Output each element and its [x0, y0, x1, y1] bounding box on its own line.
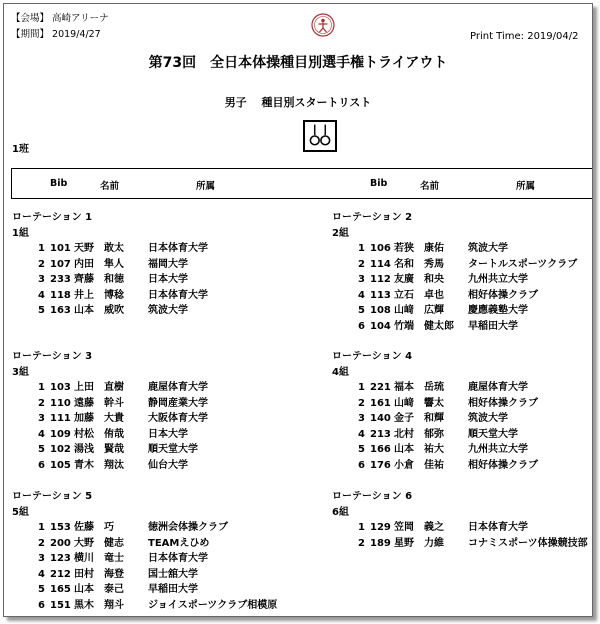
page-title: 第73回 全日本体操種目別選手権トライアウト — [148, 55, 448, 71]
start-list-sheet — [3, 3, 593, 617]
bib-number: 212 — [50, 568, 71, 580]
athlete-affiliation: 静岡産業大学 — [148, 397, 208, 409]
athlete-row — [12, 288, 302, 304]
order-number: 6 — [38, 599, 45, 611]
bib-number: 213 — [370, 428, 391, 440]
bib-number: 105 — [50, 459, 71, 471]
athlete-affiliation: 順天堂大学 — [148, 444, 198, 456]
header-affiliation-right: 所属 — [516, 181, 536, 192]
order-number: 6 — [358, 320, 365, 332]
rotation-group: 6組 — [332, 507, 349, 518]
athlete-name: 青木 翔汰 — [74, 459, 124, 471]
rotation-title: ローテーション 1 — [12, 212, 93, 223]
order-number: 3 — [38, 274, 45, 286]
order-number: 6 — [38, 459, 45, 471]
order-number: 2 — [38, 537, 45, 549]
athlete-row — [332, 536, 593, 552]
athlete-affiliation: 日本大学 — [148, 274, 188, 286]
athlete-row — [332, 380, 593, 396]
rotation-2 — [332, 209, 593, 335]
order-number: 5 — [38, 305, 45, 317]
rotation-5 — [12, 488, 302, 614]
order-number: 3 — [358, 413, 365, 425]
bib-number: 113 — [370, 289, 391, 301]
order-number: 5 — [358, 305, 365, 317]
athlete-name: 田村 海登 — [74, 568, 124, 580]
bib-number: 107 — [50, 258, 71, 270]
bib-number: 104 — [370, 320, 391, 332]
athlete-name: 小倉 佳祐 — [394, 459, 444, 471]
order-number: 2 — [38, 258, 45, 270]
athlete-row — [12, 536, 302, 552]
athlete-affiliation: 仙台大学 — [148, 459, 188, 471]
athlete-affiliation: 徳洲会体操クラブ — [148, 522, 228, 533]
period-label: 【期間】 2019/4/27 — [11, 29, 101, 40]
order-number: 3 — [38, 413, 45, 425]
athlete-name: 竹端 健太郎 — [394, 320, 454, 332]
header-bib-right: Bib — [370, 178, 388, 189]
athlete-row — [12, 272, 302, 288]
athlete-name: 遠藤 幹斗 — [74, 397, 124, 409]
athlete-affiliation: 日本大学 — [148, 428, 188, 440]
athlete-name: 名和 秀馬 — [394, 258, 444, 270]
athlete-name: 齊藤 和徳 — [74, 274, 124, 286]
athlete-row — [12, 411, 302, 427]
athlete-affiliation: 早稲田大学 — [468, 320, 518, 332]
bib-number: 112 — [370, 274, 391, 286]
athlete-name: 山﨑 広輝 — [394, 305, 444, 317]
athlete-name: 福本 岳琉 — [394, 382, 444, 393]
athlete-row — [332, 427, 593, 443]
athlete-row — [332, 396, 593, 412]
bib-number: 103 — [50, 382, 71, 393]
athlete-affiliation: 福岡大学 — [148, 258, 188, 270]
bib-number: 161 — [370, 397, 391, 409]
athlete-name: 井上 博稔 — [74, 289, 124, 301]
athlete-row — [12, 427, 302, 443]
rotation-title: ローテーション 5 — [12, 491, 93, 502]
athlete-affiliation: 日本体育大学 — [148, 243, 208, 254]
bib-number: 166 — [370, 444, 391, 456]
athlete-row — [332, 257, 593, 273]
order-number: 1 — [38, 243, 45, 254]
athlete-row — [12, 458, 302, 474]
athlete-row — [332, 442, 593, 458]
rotation-title: ローテーション 4 — [332, 351, 413, 362]
athlete-affiliation: 国士舘大学 — [148, 568, 198, 580]
order-number: 5 — [358, 444, 365, 456]
athlete-affiliation: 筑波大学 — [468, 413, 508, 425]
order-number: 4 — [358, 289, 365, 301]
athlete-affiliation: 日本体育大学 — [148, 553, 208, 565]
athlete-affiliation: TEAMえひめ — [148, 537, 210, 549]
athlete-name: 大野 健志 — [74, 537, 124, 549]
rotation-6 — [332, 488, 593, 551]
rotation-group: 2組 — [332, 228, 349, 239]
athlete-row — [332, 458, 593, 474]
order-number: 5 — [38, 584, 45, 596]
athlete-name: 若狭 康佑 — [394, 243, 444, 254]
athlete-affiliation: 相好体操クラブ — [468, 459, 538, 471]
order-number: 4 — [38, 428, 45, 440]
header-name-right: 名前 — [420, 181, 440, 192]
athlete-affiliation: コナミスポーツ体操競技部 — [468, 537, 588, 549]
athlete-row — [12, 567, 302, 583]
rotation-group: 4組 — [332, 367, 349, 378]
athlete-name: 黒木 翔斗 — [74, 599, 124, 611]
order-number: 5 — [38, 444, 45, 456]
athlete-row — [332, 288, 593, 304]
header-affiliation-left: 所属 — [196, 181, 216, 192]
athlete-affiliation: 日本体育大学 — [148, 289, 208, 301]
athlete-name: 山本 威吹 — [74, 305, 124, 317]
rotation-title: ローテーション 2 — [332, 212, 413, 223]
athlete-row — [332, 272, 593, 288]
athlete-name: 加藤 大貴 — [74, 413, 124, 425]
bib-number: 111 — [50, 413, 71, 425]
order-number: 2 — [38, 397, 45, 409]
athlete-name: 湯浅 賢哉 — [74, 444, 124, 456]
athlete-row — [12, 257, 302, 273]
order-number: 1 — [38, 522, 45, 533]
athlete-row — [332, 303, 593, 319]
athlete-affiliation: 慶應義塾大学 — [468, 305, 528, 317]
bib-number: 151 — [50, 599, 71, 611]
athlete-name: 山本 祐大 — [394, 444, 444, 456]
order-number: 1 — [358, 243, 365, 254]
athlete-row — [332, 319, 593, 335]
athlete-row — [12, 551, 302, 567]
bib-number: 102 — [50, 444, 71, 456]
athlete-row — [332, 241, 593, 257]
bib-number: 200 — [50, 537, 71, 549]
athlete-row — [12, 396, 302, 412]
bib-number: 221 — [370, 382, 391, 393]
bib-number: 110 — [50, 397, 71, 409]
athlete-affiliation: タートルスポーツクラブ — [468, 258, 578, 270]
order-number: 4 — [38, 568, 45, 580]
bib-number: 233 — [50, 274, 71, 286]
athlete-row — [332, 411, 593, 427]
bib-number: 109 — [50, 428, 71, 440]
order-number: 1 — [358, 522, 365, 533]
athlete-affiliation: 順天堂大学 — [468, 428, 518, 440]
athlete-affiliation: 大阪体育大学 — [148, 413, 208, 425]
athlete-row — [12, 582, 302, 598]
rotation-1 — [12, 209, 302, 319]
athlete-name: 山本 泰己 — [74, 584, 124, 596]
bib-number: 129 — [370, 522, 391, 533]
order-number: 1 — [38, 382, 45, 393]
rotation-group: 3組 — [12, 367, 29, 378]
athlete-affiliation: 筑波大学 — [148, 305, 188, 317]
print-time: Print Time: 2019/04/2 — [470, 31, 579, 42]
bib-number: 140 — [370, 413, 391, 425]
bib-number: 114 — [370, 258, 391, 270]
order-number: 3 — [358, 274, 365, 286]
athlete-name: 村松 侑哉 — [74, 428, 124, 440]
rotation-group: 5組 — [12, 507, 29, 518]
athlete-affiliation: 鹿屋体育大学 — [468, 382, 528, 393]
column-header-bar — [11, 168, 593, 199]
header-name-left: 名前 — [100, 181, 120, 192]
rings-icon — [303, 120, 337, 152]
group-label: 1班 — [12, 144, 29, 155]
athlete-row — [12, 598, 302, 614]
athlete-affiliation: 日本体育大学 — [468, 522, 528, 533]
bib-number: 123 — [50, 553, 71, 565]
venue-label: 【会場】 高崎アリーナ — [11, 13, 109, 24]
bib-number: 101 — [50, 243, 71, 254]
order-number: 6 — [358, 459, 365, 471]
bib-number: 176 — [370, 459, 391, 471]
bib-number: 165 — [50, 584, 71, 596]
athlete-affiliation: 筑波大学 — [468, 243, 508, 254]
order-number: 4 — [38, 289, 45, 301]
athlete-row — [12, 380, 302, 396]
rotation-group: 1組 — [12, 228, 29, 239]
page-subtitle: 男子 種目別スタートリスト — [224, 96, 372, 109]
athlete-affiliation: 九州共立大学 — [468, 274, 528, 286]
athlete-name: 友廣 和央 — [394, 274, 444, 286]
order-number: 3 — [38, 553, 45, 565]
athlete-row — [12, 303, 302, 319]
bib-number: 108 — [370, 305, 391, 317]
bib-number: 163 — [50, 305, 71, 317]
rotation-title: ローテーション 6 — [332, 491, 413, 502]
athlete-name: 立石 卓也 — [394, 289, 444, 301]
athlete-name: 星野 力維 — [394, 537, 444, 549]
bib-number: 118 — [50, 289, 71, 301]
athlete-row — [332, 520, 593, 536]
rotation-4 — [332, 348, 593, 474]
athlete-row — [12, 520, 302, 536]
athlete-affiliation: 早稲田大学 — [148, 584, 198, 596]
athlete-name: 上田 直樹 — [74, 382, 124, 393]
athlete-row — [12, 442, 302, 458]
athlete-row — [12, 241, 302, 257]
federation-logo-icon — [311, 13, 335, 37]
bib-number: 106 — [370, 243, 391, 254]
order-number: 2 — [358, 258, 365, 270]
athlete-affiliation: 相好体操クラブ — [468, 289, 538, 301]
athlete-name: 山﨑 響太 — [394, 397, 444, 409]
athlete-affiliation: 九州共立大学 — [468, 444, 528, 456]
athlete-name: 北村 郁弥 — [394, 428, 444, 440]
athlete-affiliation: 相好体操クラブ — [468, 397, 538, 409]
header-bib-left: Bib — [50, 178, 68, 189]
rotation-title: ローテーション 3 — [12, 351, 93, 362]
athlete-name: 天野 敢太 — [74, 243, 124, 254]
athlete-name: 横川 竜士 — [74, 553, 124, 565]
bib-number: 153 — [50, 522, 71, 533]
order-number: 2 — [358, 537, 365, 549]
athlete-affiliation: ジョイスポーツクラブ相模原 — [148, 599, 278, 611]
athlete-name: 佐藤 巧 — [74, 522, 114, 533]
order-number: 2 — [358, 397, 365, 409]
order-number: 4 — [358, 428, 365, 440]
rotation-3 — [12, 348, 302, 474]
bib-number: 189 — [370, 537, 391, 549]
athlete-name: 金子 和輝 — [394, 413, 444, 425]
athlete-name: 笠岡 義之 — [394, 522, 444, 533]
order-number: 1 — [358, 382, 365, 393]
athlete-name: 内田 隼人 — [74, 258, 124, 270]
athlete-affiliation: 鹿屋体育大学 — [148, 382, 208, 393]
